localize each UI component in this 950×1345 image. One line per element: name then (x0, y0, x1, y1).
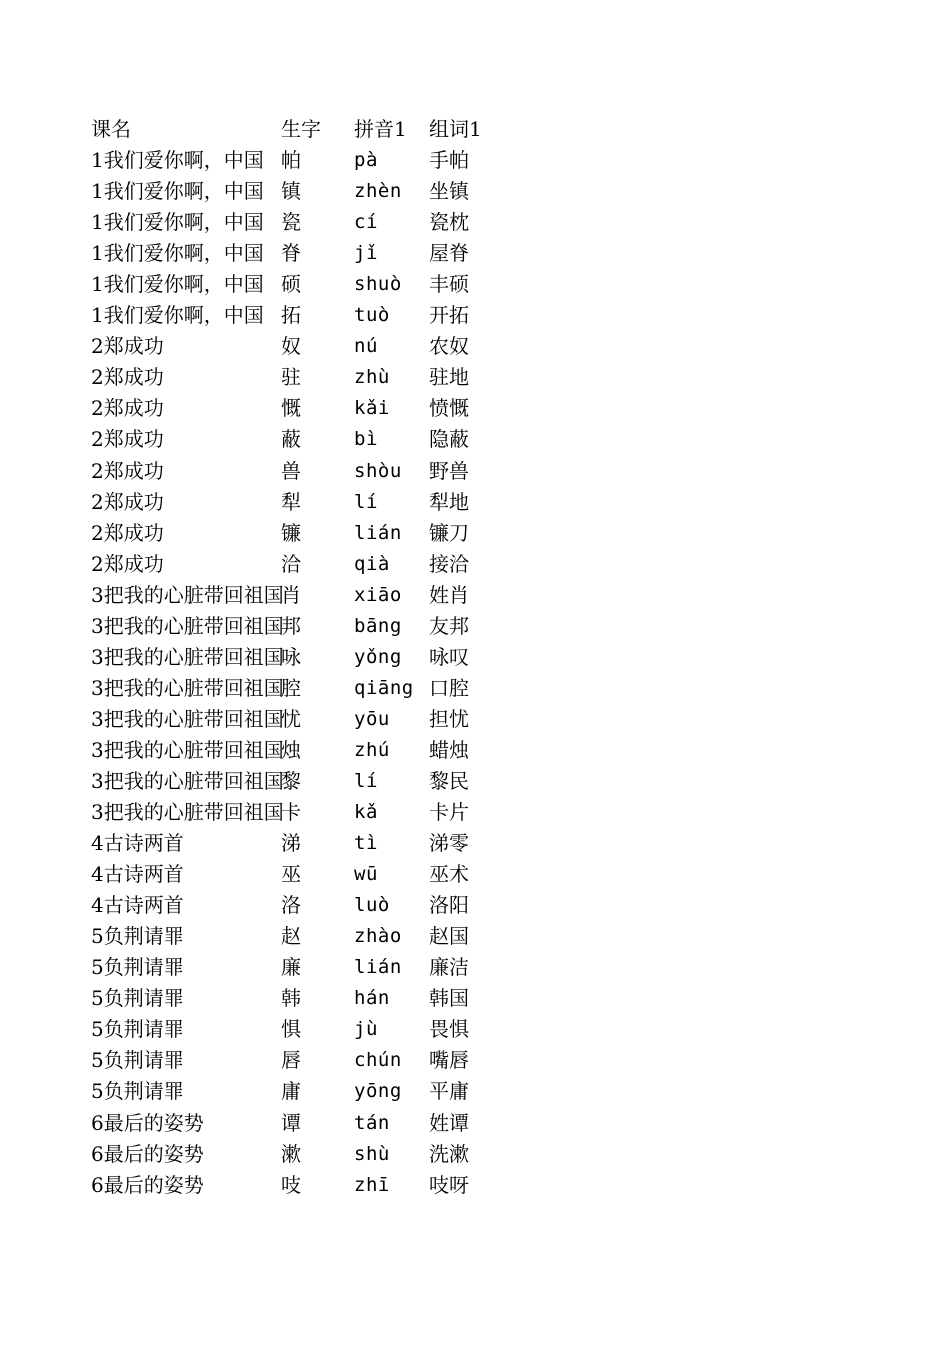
pinyin-cell: zhù (354, 366, 390, 389)
lesson-cell: 3把我的心脏带回祖国 (91, 675, 284, 700)
lesson-cell: 6最后的姿势 (91, 1110, 204, 1135)
table-row (91, 828, 511, 859)
word-cell: 涕零 (429, 831, 469, 856)
word-cell: 农奴 (429, 334, 469, 359)
lesson-cell: 4古诗两首 (91, 831, 184, 856)
word-cell: 友邦 (429, 613, 469, 638)
pinyin-cell: yōng (354, 1080, 402, 1103)
table-row (91, 1170, 511, 1201)
char-cell: 烛 (281, 737, 301, 762)
char-cell: 脊 (281, 241, 301, 266)
word-cell: 隐蔽 (429, 427, 469, 452)
table-row (91, 145, 511, 176)
lesson-cell: 5负荆请罪 (91, 1079, 184, 1104)
word-cell: 畏惧 (429, 1017, 469, 1042)
table-row (91, 176, 511, 207)
char-cell: 腔 (281, 675, 301, 700)
char-cell: 惧 (281, 1017, 301, 1042)
word-cell: 韩国 (429, 986, 469, 1011)
char-cell: 驻 (281, 365, 301, 390)
char-cell: 奴 (281, 334, 301, 359)
char-cell: 肖 (281, 582, 301, 607)
word-cell: 丰硕 (429, 272, 469, 297)
table-body (91, 145, 511, 1201)
char-cell: 慨 (281, 396, 301, 421)
char-cell: 吱 (281, 1172, 301, 1197)
table-row (91, 983, 511, 1014)
table-row (91, 611, 511, 642)
word-cell: 姓肖 (429, 582, 469, 607)
lesson-cell: 2郑成功 (91, 365, 164, 390)
lesson-cell: 2郑成功 (91, 458, 164, 483)
char-cell: 谭 (281, 1110, 301, 1135)
table-row (91, 1045, 511, 1076)
word-cell: 愤慨 (429, 396, 469, 421)
pinyin-cell: lí (354, 490, 378, 513)
pinyin-cell: shuò (354, 273, 402, 296)
table-row (91, 238, 511, 269)
char-cell: 卡 (281, 800, 301, 825)
table-row (91, 424, 511, 455)
pinyin-cell: shù (354, 1142, 390, 1165)
pinyin-cell: lián (354, 956, 402, 979)
pinyin-cell: tuò (354, 304, 390, 327)
char-cell: 涕 (281, 831, 301, 856)
word-cell: 平庸 (429, 1079, 469, 1104)
char-cell: 忧 (281, 706, 301, 731)
pinyin-cell: tì (354, 832, 378, 855)
word-cell: 手帕 (429, 148, 469, 173)
char-cell: 洛 (281, 893, 301, 918)
header-char: 生字 (281, 117, 321, 141)
pinyin-cell: xiāo (354, 583, 402, 606)
word-cell: 坐镇 (429, 179, 469, 204)
char-cell: 庸 (281, 1079, 301, 1104)
pinyin-cell: zhī (354, 1173, 390, 1196)
pinyin-cell: wū (354, 863, 378, 886)
word-cell: 洛阳 (429, 893, 469, 918)
pinyin-cell: pà (354, 149, 378, 172)
lesson-cell: 3把我的心脏带回祖国 (91, 644, 284, 669)
header-row (91, 114, 511, 145)
lesson-cell: 3把我的心脏带回祖国 (91, 582, 284, 607)
header-lesson: 课名 (91, 117, 131, 141)
char-cell: 赵 (281, 924, 301, 949)
pinyin-cell: hán (354, 987, 390, 1010)
word-cell: 口腔 (429, 675, 469, 700)
char-cell: 巫 (281, 862, 301, 887)
lesson-cell: 3把我的心脏带回祖国 (91, 768, 284, 793)
header-word: 组词1 (429, 117, 482, 141)
lesson-cell: 4古诗两首 (91, 893, 184, 918)
char-cell: 犁 (281, 489, 301, 514)
table-row (91, 642, 511, 673)
word-cell: 瓷枕 (429, 210, 469, 235)
table-row (91, 952, 511, 983)
table-row (91, 1139, 511, 1170)
pinyin-cell: yǒng (354, 645, 402, 668)
char-cell: 拓 (281, 303, 301, 328)
lesson-cell: 6最后的姿势 (91, 1172, 204, 1197)
word-cell: 赵国 (429, 924, 469, 949)
table-row (91, 859, 511, 890)
lesson-cell: 3把我的心脏带回祖国 (91, 800, 284, 825)
pinyin-cell: luò (354, 894, 390, 917)
pinyin-cell: zhèn (354, 180, 402, 203)
pinyin-cell: zhào (354, 925, 402, 948)
pinyin-cell: cí (354, 211, 378, 234)
char-cell: 瓷 (281, 210, 301, 235)
char-cell: 韩 (281, 986, 301, 1011)
word-cell: 镰刀 (429, 520, 469, 545)
char-cell: 唇 (281, 1048, 301, 1073)
pinyin-cell: shòu (354, 459, 402, 482)
lesson-cell: 5负荆请罪 (91, 955, 184, 980)
char-cell: 漱 (281, 1141, 301, 1166)
word-cell: 野兽 (429, 458, 469, 483)
pinyin-cell: chún (354, 1049, 402, 1072)
lesson-cell: 5负荆请罪 (91, 986, 184, 1011)
char-cell: 兽 (281, 458, 301, 483)
lesson-cell: 6最后的姿势 (91, 1141, 204, 1166)
pinyin-cell: lián (354, 521, 402, 544)
word-cell: 黎民 (429, 768, 469, 793)
lesson-cell: 1我们爱你啊，中国 (91, 210, 264, 235)
table-row (91, 456, 511, 487)
table-row (91, 1076, 511, 1107)
pinyin-cell: bāng (354, 614, 402, 637)
table-row (91, 673, 511, 704)
word-cell: 驻地 (429, 365, 469, 390)
table-row (91, 580, 511, 611)
table-row (91, 362, 511, 393)
word-cell: 嘴唇 (429, 1048, 469, 1073)
pinyin-cell: tán (354, 1111, 390, 1134)
table-row (91, 518, 511, 549)
table-row (91, 735, 511, 766)
word-cell: 蜡烛 (429, 737, 469, 762)
lesson-cell: 3把我的心脏带回祖国 (91, 613, 284, 638)
word-cell: 廉洁 (429, 955, 469, 980)
table-row (91, 393, 511, 424)
lesson-cell: 5负荆请罪 (91, 924, 184, 949)
pinyin-cell: kǎ (354, 801, 378, 824)
lesson-cell: 2郑成功 (91, 489, 164, 514)
lesson-cell: 2郑成功 (91, 520, 164, 545)
table-row (91, 1108, 511, 1139)
table-row (91, 890, 511, 921)
pinyin-cell: bì (354, 428, 378, 451)
char-cell: 硕 (281, 272, 301, 297)
char-cell: 蔽 (281, 427, 301, 452)
word-cell: 犁地 (429, 489, 469, 514)
pinyin-cell: qià (354, 552, 390, 575)
table-row (91, 269, 511, 300)
vocabulary-sheet (91, 114, 511, 1201)
table-row (91, 1014, 511, 1045)
lesson-cell: 4古诗两首 (91, 862, 184, 887)
lesson-cell: 3把我的心脏带回祖国 (91, 706, 284, 731)
pinyin-cell: yōu (354, 707, 390, 730)
word-cell: 姓谭 (429, 1110, 469, 1135)
lesson-cell: 1我们爱你啊，中国 (91, 148, 264, 173)
lesson-cell: 2郑成功 (91, 427, 164, 452)
char-cell: 镇 (281, 179, 301, 204)
lesson-cell: 1我们爱你啊，中国 (91, 241, 264, 266)
lesson-cell: 1我们爱你啊，中国 (91, 179, 264, 204)
word-cell: 巫术 (429, 862, 469, 887)
word-cell: 担忧 (429, 706, 469, 731)
char-cell: 洽 (281, 551, 301, 576)
char-cell: 咏 (281, 644, 301, 669)
char-cell: 廉 (281, 955, 301, 980)
word-cell: 屋脊 (429, 241, 469, 266)
pinyin-cell: kǎi (354, 397, 390, 420)
word-cell: 吱呀 (429, 1172, 469, 1197)
header-pinyin: 拼音1 (354, 117, 407, 141)
char-cell: 帕 (281, 148, 301, 173)
word-cell: 洗漱 (429, 1141, 469, 1166)
pinyin-cell: jù (354, 1018, 378, 1041)
pinyin-cell: lí (354, 769, 378, 792)
char-cell: 镰 (281, 520, 301, 545)
pinyin-cell: qiāng (354, 676, 414, 699)
word-cell: 咏叹 (429, 644, 469, 669)
table-row (91, 766, 511, 797)
pinyin-cell: jǐ (354, 242, 378, 265)
lesson-cell: 2郑成功 (91, 551, 164, 576)
lesson-cell: 2郑成功 (91, 334, 164, 359)
table-row (91, 704, 511, 735)
pinyin-cell: zhú (354, 738, 390, 761)
lesson-cell: 1我们爱你啊，中国 (91, 272, 264, 297)
table-row (91, 549, 511, 580)
lesson-cell: 5负荆请罪 (91, 1017, 184, 1042)
table-row (91, 331, 511, 362)
word-cell: 开拓 (429, 303, 469, 328)
table-row (91, 207, 511, 238)
word-cell: 卡片 (429, 800, 469, 825)
lesson-cell: 2郑成功 (91, 396, 164, 421)
char-cell: 黎 (281, 768, 301, 793)
word-cell: 接洽 (429, 551, 469, 576)
table-row (91, 921, 511, 952)
lesson-cell: 5负荆请罪 (91, 1048, 184, 1073)
pinyin-cell: nú (354, 335, 378, 358)
char-cell: 邦 (281, 613, 301, 638)
lesson-cell: 3把我的心脏带回祖国 (91, 737, 284, 762)
table-row (91, 487, 511, 518)
table-row (91, 797, 511, 828)
lesson-cell: 1我们爱你啊，中国 (91, 303, 264, 328)
table-row (91, 300, 511, 331)
